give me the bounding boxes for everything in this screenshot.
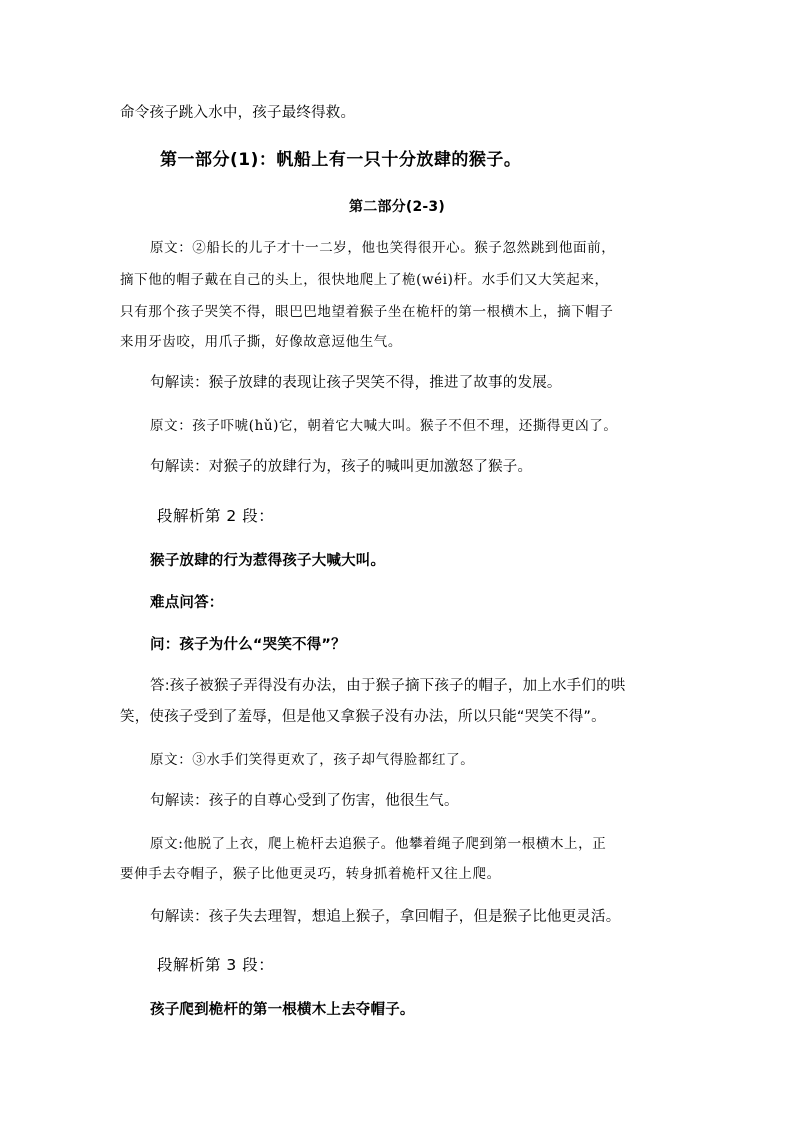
answer-line2: 笑，使孩子受到了羞辱，但是他又拿猴子没有办法，所以只能“哭笑不得”。: [120, 709, 606, 725]
original-1-line2: 摘下他的帽子戴在自己的头上，很快地爬上了桅(wéi)杆。水手们又大笑起来，: [120, 272, 609, 288]
original-1-line3: 只有那个孩子哭笑不得，眼巴巴地望着猴子坐在桅杆的第一根横木上，摘下帽子: [120, 304, 614, 320]
original-4-line1: 原文:他脱了上衣，爬上桅杆去追猴子。他攀着绳子爬到第一根横木上，正: [150, 836, 607, 852]
para3-summary: 孩子爬到桅杆的第一根横木上去夺帽子。: [150, 1002, 415, 1018]
original-3: 原文：③水手们笑得更欢了，孩子却气得脸都红了。: [150, 752, 475, 768]
original-1-line4: 来用牙齿咬，用爪子撕，好像故意逗他生气。: [120, 334, 402, 350]
part1-heading: 第一部分(1)：帆船上有一只十分放肆的猴子。: [160, 150, 522, 170]
reading-2: 句解读：对猴子的放肆行为，孩子的喊叫更加激怒了猴子。: [150, 459, 533, 475]
question: 问：孩子为什么“哭笑不得”？: [150, 637, 346, 653]
answer-line1: 答:孩子被猴子弄得没有办法，由于猴子摘下孩子的帽子，加上水手们的哄: [150, 678, 626, 694]
original-1-line1: 原文：②船长的儿子才十一二岁，他也笑得很开心。猴子忽然跳到他面前，: [150, 240, 616, 256]
part2-heading: 第二部分(2-3): [349, 199, 445, 215]
difficulty-label: 难点问答：: [150, 595, 224, 611]
reading-3: 句解读：孩子的自尊心受到了伤害，他很生气。: [150, 793, 459, 809]
para2-heading: 段解析第 2 段：: [157, 507, 275, 525]
para3-heading: 段解析第 3 段：: [157, 956, 275, 974]
para2-summary: 猴子放肆的行为惹得孩子大喊大叫。: [150, 553, 386, 569]
reading-1: 句解读：猴子放肆的表现让孩子哭笑不得，推进了故事的发展。: [150, 375, 562, 391]
original-2: 原文：孩子吓唬(hǔ)它，朝着它大喊大叫。猴子不但不理，还撕得更凶了。: [150, 418, 618, 434]
intro-line: 命令孩子跳入水中，孩子最终得救。: [120, 105, 356, 121]
reading-4: 句解读：孩子失去理智，想追上猴子，拿回帽子，但是猴子比他更灵活。: [150, 909, 621, 925]
original-4-line2: 要伸手去夺帽子，猴子比他更灵巧，转身抓着桅杆又往上爬。: [120, 866, 501, 882]
